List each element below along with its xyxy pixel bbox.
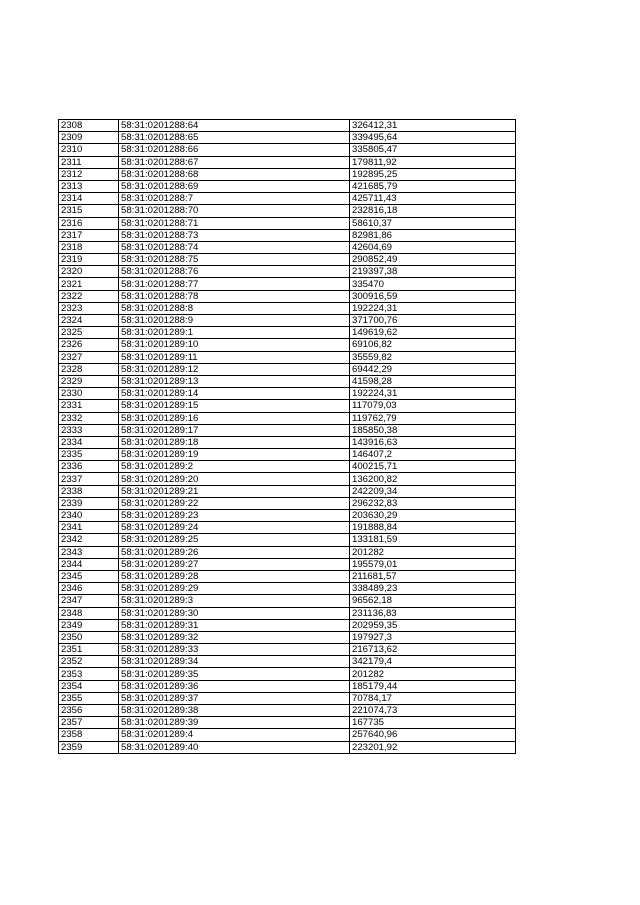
value-cell: 70784,17 <box>350 692 516 704</box>
table-row <box>59 229 516 241</box>
value-cell: 300916,59 <box>350 290 516 302</box>
row-number-cell: 2342 <box>59 534 119 546</box>
cadastral-number-cell: 58:31:0201289:26 <box>119 546 350 558</box>
table-row <box>59 363 516 375</box>
table-row <box>59 473 516 485</box>
value-cell: 69442,29 <box>350 363 516 375</box>
value-cell: 221074,73 <box>350 705 516 717</box>
cadastral-number-cell: 58:31:0201288:71 <box>119 217 350 229</box>
cadastral-number-cell: 58:31:0201288:7 <box>119 193 350 205</box>
table-row <box>59 497 516 509</box>
table-row <box>59 668 516 680</box>
cadastral-number-cell: 58:31:0201288:8 <box>119 302 350 314</box>
cadastral-number-cell: 58:31:0201289:31 <box>119 619 350 631</box>
table-row <box>59 254 516 266</box>
row-number-cell: 2334 <box>59 436 119 448</box>
cadastral-number-cell: 58:31:0201289:3 <box>119 595 350 607</box>
cadastral-number-cell: 58:31:0201288:75 <box>119 254 350 266</box>
cadastral-number-cell: 58:31:0201289:27 <box>119 558 350 570</box>
row-number-cell: 2355 <box>59 692 119 704</box>
row-number-cell: 2343 <box>59 546 119 558</box>
table-row <box>59 351 516 363</box>
value-cell: 257640,96 <box>350 729 516 741</box>
row-number-cell: 2332 <box>59 412 119 424</box>
table-row <box>59 144 516 156</box>
row-number-cell: 2345 <box>59 570 119 582</box>
table-row <box>59 302 516 314</box>
cadastral-number-cell: 58:31:0201289:1 <box>119 327 350 339</box>
cadastral-number-cell: 58:31:0201289:21 <box>119 485 350 497</box>
cadastral-number-cell: 58:31:0201289:34 <box>119 656 350 668</box>
table-row <box>59 120 516 132</box>
value-cell: 192895,25 <box>350 168 516 180</box>
cadastral-number-cell: 58:31:0201289:20 <box>119 473 350 485</box>
value-cell: 58610,37 <box>350 217 516 229</box>
table-row <box>59 558 516 570</box>
value-cell: 242209,34 <box>350 485 516 497</box>
row-number-cell: 2317 <box>59 229 119 241</box>
cadastral-number-cell: 58:31:0201289:15 <box>119 400 350 412</box>
table-row <box>59 375 516 387</box>
table-row <box>59 339 516 351</box>
value-cell: 425711,43 <box>350 193 516 205</box>
table-row <box>59 327 516 339</box>
value-cell: 335470 <box>350 278 516 290</box>
table-row <box>59 156 516 168</box>
value-cell: 223201,92 <box>350 741 516 753</box>
cadastral-number-cell: 58:31:0201289:40 <box>119 741 350 753</box>
cadastral-number-cell: 58:31:0201289:33 <box>119 644 350 656</box>
value-cell: 149619,62 <box>350 327 516 339</box>
row-number-cell: 2347 <box>59 595 119 607</box>
table-row <box>59 619 516 631</box>
cadastral-number-cell: 58:31:0201289:22 <box>119 497 350 509</box>
table-row <box>59 180 516 192</box>
row-number-cell: 2339 <box>59 497 119 509</box>
row-number-cell: 2337 <box>59 473 119 485</box>
table-row <box>59 644 516 656</box>
cadastral-number-cell: 58:31:0201289:29 <box>119 583 350 595</box>
cadastral-number-cell: 58:31:0201289:28 <box>119 570 350 582</box>
row-number-cell: 2320 <box>59 266 119 278</box>
row-number-cell: 2323 <box>59 302 119 314</box>
value-cell: 211681,57 <box>350 570 516 582</box>
value-cell: 185179,44 <box>350 680 516 692</box>
table-row <box>59 217 516 229</box>
value-cell: 69106,82 <box>350 339 516 351</box>
table-row <box>59 132 516 144</box>
value-cell: 371700,76 <box>350 315 516 327</box>
value-cell: 192224,31 <box>350 302 516 314</box>
row-number-cell: 2308 <box>59 120 119 132</box>
row-number-cell: 2333 <box>59 424 119 436</box>
cadastral-number-cell: 58:31:0201288:68 <box>119 168 350 180</box>
cadastral-number-cell: 58:31:0201288:64 <box>119 120 350 132</box>
row-number-cell: 2309 <box>59 132 119 144</box>
cadastral-number-cell: 58:31:0201288:9 <box>119 315 350 327</box>
cadastral-number-cell: 58:31:0201289:10 <box>119 339 350 351</box>
row-number-cell: 2314 <box>59 193 119 205</box>
value-cell: 96562,18 <box>350 595 516 607</box>
row-number-cell: 2325 <box>59 327 119 339</box>
cadastral-number-cell: 58:31:0201289:36 <box>119 680 350 692</box>
row-number-cell: 2329 <box>59 375 119 387</box>
table-row <box>59 400 516 412</box>
value-cell: 338489,23 <box>350 583 516 595</box>
value-cell: 197927,3 <box>350 631 516 643</box>
table-row <box>59 595 516 607</box>
row-number-cell: 2319 <box>59 254 119 266</box>
cadastral-number-cell: 58:31:0201289:39 <box>119 717 350 729</box>
table-row <box>59 168 516 180</box>
row-number-cell: 2322 <box>59 290 119 302</box>
row-number-cell: 2330 <box>59 388 119 400</box>
value-cell: 219397,38 <box>350 266 516 278</box>
row-number-cell: 2354 <box>59 680 119 692</box>
row-number-cell: 2312 <box>59 168 119 180</box>
cadastral-number-cell: 58:31:0201288:74 <box>119 241 350 253</box>
table-row <box>59 656 516 668</box>
value-cell: 201282 <box>350 546 516 558</box>
table-row <box>59 534 516 546</box>
value-cell: 185850,38 <box>350 424 516 436</box>
table-row <box>59 449 516 461</box>
value-cell: 201282 <box>350 668 516 680</box>
table-row <box>59 412 516 424</box>
cadastral-number-cell: 58:31:0201288:65 <box>119 132 350 144</box>
table-row <box>59 241 516 253</box>
row-number-cell: 2352 <box>59 656 119 668</box>
row-number-cell: 2350 <box>59 631 119 643</box>
table-row <box>59 729 516 741</box>
cadastral-number-cell: 58:31:0201288:69 <box>119 180 350 192</box>
row-number-cell: 2341 <box>59 522 119 534</box>
value-cell: 216713,62 <box>350 644 516 656</box>
value-cell: 42604,69 <box>350 241 516 253</box>
row-number-cell: 2313 <box>59 180 119 192</box>
cadastral-number-cell: 58:31:0201289:30 <box>119 607 350 619</box>
table-row <box>59 546 516 558</box>
row-number-cell: 2338 <box>59 485 119 497</box>
table-row <box>59 510 516 522</box>
value-cell: 82981,86 <box>350 229 516 241</box>
cadastral-number-cell: 58:31:0201289:2 <box>119 461 350 473</box>
value-cell: 400215,71 <box>350 461 516 473</box>
value-cell: 167735 <box>350 717 516 729</box>
value-cell: 119762,79 <box>350 412 516 424</box>
row-number-cell: 2311 <box>59 156 119 168</box>
value-cell: 41598,28 <box>350 375 516 387</box>
table-row <box>59 741 516 753</box>
table-row <box>59 631 516 643</box>
row-number-cell: 2349 <box>59 619 119 631</box>
value-cell: 335805,47 <box>350 144 516 156</box>
value-cell: 342179,4 <box>350 656 516 668</box>
value-cell: 339495,64 <box>350 132 516 144</box>
cadastral-number-cell: 58:31:0201289:17 <box>119 424 350 436</box>
table-row <box>59 485 516 497</box>
value-cell: 191888,84 <box>350 522 516 534</box>
row-number-cell: 2351 <box>59 644 119 656</box>
row-number-cell: 2321 <box>59 278 119 290</box>
cadastral-number-cell: 58:31:0201288:76 <box>119 266 350 278</box>
row-number-cell: 2356 <box>59 705 119 717</box>
value-cell: 195579,01 <box>350 558 516 570</box>
value-cell: 179811,92 <box>350 156 516 168</box>
row-number-cell: 2358 <box>59 729 119 741</box>
table-row <box>59 205 516 217</box>
table-row <box>59 680 516 692</box>
value-cell: 231136,83 <box>350 607 516 619</box>
cadastral-number-cell: 58:31:0201288:67 <box>119 156 350 168</box>
cadastral-number-cell: 58:31:0201289:24 <box>119 522 350 534</box>
value-cell: 203630,29 <box>350 510 516 522</box>
cadastral-number-cell: 58:31:0201289:37 <box>119 692 350 704</box>
row-number-cell: 2340 <box>59 510 119 522</box>
row-number-cell: 2346 <box>59 583 119 595</box>
cadastral-number-cell: 58:31:0201289:23 <box>119 510 350 522</box>
row-number-cell: 2335 <box>59 449 119 461</box>
table-row <box>59 315 516 327</box>
cadastral-number-cell: 58:31:0201289:32 <box>119 631 350 643</box>
row-number-cell: 2357 <box>59 717 119 729</box>
cadastral-number-cell: 58:31:0201288:70 <box>119 205 350 217</box>
table-row <box>59 583 516 595</box>
cadastral-number-cell: 58:31:0201289:13 <box>119 375 350 387</box>
table-row <box>59 290 516 302</box>
table-row <box>59 522 516 534</box>
row-number-cell: 2310 <box>59 144 119 156</box>
cadastral-number-cell: 58:31:0201289:16 <box>119 412 350 424</box>
value-cell: 290852,49 <box>350 254 516 266</box>
table-row <box>59 607 516 619</box>
row-number-cell: 2331 <box>59 400 119 412</box>
cadastral-number-cell: 58:31:0201289:25 <box>119 534 350 546</box>
table-row <box>59 193 516 205</box>
table-row <box>59 717 516 729</box>
cadastral-number-cell: 58:31:0201288:77 <box>119 278 350 290</box>
table-row <box>59 436 516 448</box>
row-number-cell: 2324 <box>59 315 119 327</box>
table-row <box>59 424 516 436</box>
cadastral-number-cell: 58:31:0201289:38 <box>119 705 350 717</box>
table-body <box>59 120 516 754</box>
cadastral-number-cell: 58:31:0201288:78 <box>119 290 350 302</box>
cadastral-number-cell: 58:31:0201289:4 <box>119 729 350 741</box>
value-cell: 136200,82 <box>350 473 516 485</box>
row-number-cell: 2315 <box>59 205 119 217</box>
table-row <box>59 570 516 582</box>
table-row <box>59 692 516 704</box>
value-cell: 421685,79 <box>350 180 516 192</box>
row-number-cell: 2359 <box>59 741 119 753</box>
table-row <box>59 461 516 473</box>
value-cell: 133181,59 <box>350 534 516 546</box>
value-cell: 326412,31 <box>350 120 516 132</box>
cadastral-number-cell: 58:31:0201288:66 <box>119 144 350 156</box>
table-row <box>59 266 516 278</box>
cadastral-number-cell: 58:31:0201289:35 <box>119 668 350 680</box>
cadastral-number-cell: 58:31:0201289:12 <box>119 363 350 375</box>
table-row <box>59 278 516 290</box>
cadastral-number-cell: 58:31:0201288:73 <box>119 229 350 241</box>
value-cell: 202959,35 <box>350 619 516 631</box>
value-cell: 35559,82 <box>350 351 516 363</box>
row-number-cell: 2328 <box>59 363 119 375</box>
row-number-cell: 2318 <box>59 241 119 253</box>
cadastral-number-cell: 58:31:0201289:19 <box>119 449 350 461</box>
value-cell: 146407,2 <box>350 449 516 461</box>
row-number-cell: 2327 <box>59 351 119 363</box>
cadastral-number-cell: 58:31:0201289:11 <box>119 351 350 363</box>
row-number-cell: 2336 <box>59 461 119 473</box>
row-number-cell: 2316 <box>59 217 119 229</box>
cadastral-number-cell: 58:31:0201289:14 <box>119 388 350 400</box>
value-cell: 143916,63 <box>350 436 516 448</box>
cadastral-value-table <box>58 119 516 754</box>
table-row <box>59 388 516 400</box>
value-cell: 117079,03 <box>350 400 516 412</box>
value-cell: 192224,31 <box>350 388 516 400</box>
row-number-cell: 2344 <box>59 558 119 570</box>
value-cell: 232816,18 <box>350 205 516 217</box>
row-number-cell: 2348 <box>59 607 119 619</box>
value-cell: 296232,83 <box>350 497 516 509</box>
table-row <box>59 705 516 717</box>
row-number-cell: 2326 <box>59 339 119 351</box>
row-number-cell: 2353 <box>59 668 119 680</box>
cadastral-number-cell: 58:31:0201289:18 <box>119 436 350 448</box>
